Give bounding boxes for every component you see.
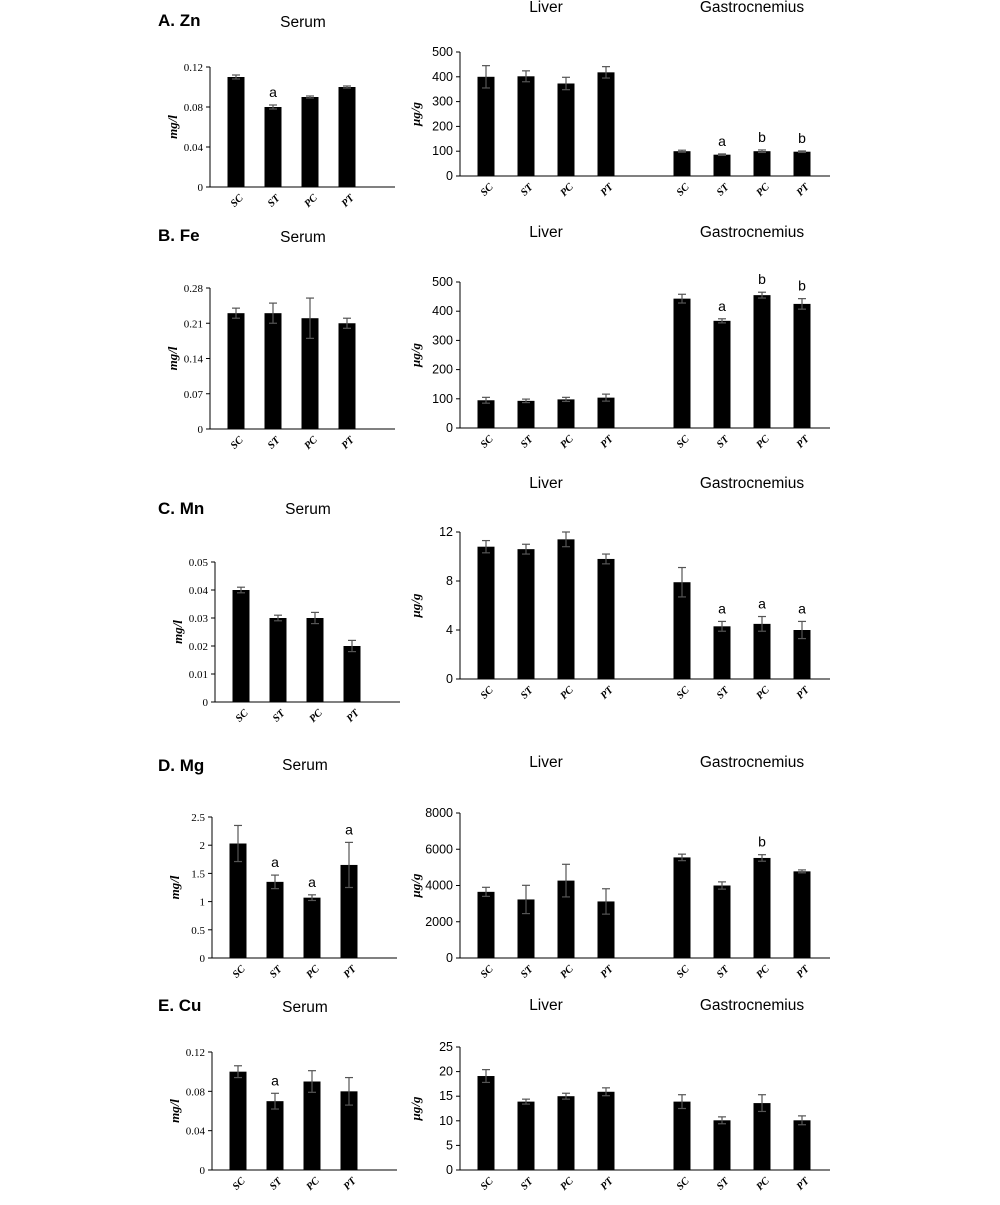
category-label: SC: [230, 963, 248, 981]
group-gastrocnemius: [674, 475, 813, 702]
y-tick-label: 2: [199, 840, 205, 853]
y-tick-label: 4000: [425, 878, 453, 893]
bar: [267, 1101, 284, 1170]
bar: [598, 72, 615, 176]
y-axis-label: mg/l: [167, 875, 182, 900]
y-tick-label: 10: [439, 1113, 453, 1128]
category-label: ST: [715, 1176, 732, 1193]
serum-subplot: [170, 501, 400, 725]
panel-title: C. Mn: [158, 499, 205, 518]
bar: [304, 898, 321, 958]
category-label: PC: [558, 1175, 576, 1193]
y-axis-label: µg/g: [408, 101, 423, 127]
category-label: ST: [519, 685, 536, 702]
y-tick-label: 0.04: [188, 585, 208, 597]
category-label: PT: [598, 433, 616, 451]
y-tick-label: 0.21: [183, 318, 203, 331]
significance-label: a: [269, 84, 277, 100]
category-label: PC: [754, 963, 772, 981]
bar: [478, 1076, 495, 1170]
subplot-title: Serum: [282, 757, 328, 774]
y-tick-label: 5: [446, 1138, 453, 1153]
y-tick-label: 4: [446, 623, 453, 637]
category-label: ST: [266, 435, 283, 452]
y-tick-label: 0.12: [183, 62, 203, 74]
bar: [754, 295, 771, 428]
bar: [598, 1092, 615, 1170]
category-label: SC: [674, 433, 692, 451]
panel-cmn: [158, 475, 830, 725]
category-label: PT: [794, 684, 812, 702]
bar-group: [230, 1066, 360, 1193]
category-label: SC: [478, 684, 496, 702]
y-tick-label: 25: [439, 1040, 453, 1054]
category-label: PC: [558, 181, 576, 199]
y-tick-label: 20: [439, 1064, 453, 1079]
bar: [478, 77, 495, 176]
y-tick-label: 200: [432, 119, 453, 134]
significance-label: a: [718, 600, 726, 617]
y-axis-label: mg/l: [170, 620, 185, 644]
y-tick-label: 2.5: [191, 812, 205, 824]
significance-label: a: [271, 854, 279, 871]
group-title: Gastrocnemius: [699, 997, 805, 1014]
significance-label: b: [798, 129, 806, 146]
panel-title: A. Zn: [158, 11, 201, 30]
y-axis-label: mg/l: [167, 1099, 182, 1123]
group-title: Liver: [529, 997, 563, 1014]
bar: [344, 646, 361, 702]
category-label: SC: [230, 1175, 248, 1193]
bar: [674, 299, 691, 428]
category-label: ST: [715, 964, 732, 981]
category-label: PC: [304, 963, 322, 981]
bar: [302, 97, 319, 187]
y-tick-label: 0: [446, 1163, 453, 1177]
serum-subplot: [165, 14, 395, 210]
y-axis-label: µg/g: [408, 342, 423, 368]
group-title: Liver: [529, 224, 563, 241]
category-label: PT: [794, 433, 812, 451]
y-tick-label: 0: [199, 953, 205, 965]
category-label: PC: [754, 1175, 772, 1193]
y-axis-label: mg/l: [165, 346, 180, 371]
subplot-title: Serum: [280, 14, 326, 31]
bar-group: [233, 587, 363, 725]
group-gastrocnemius: [674, 0, 813, 199]
category-label: ST: [519, 964, 536, 981]
category-label: ST: [268, 1176, 285, 1193]
bar: [714, 321, 731, 428]
panel-title: E. Cu: [158, 996, 202, 1015]
bar: [558, 1096, 575, 1170]
subplot-title: Serum: [285, 501, 331, 518]
bar-group: [230, 821, 360, 980]
y-tick-label: 0: [446, 169, 453, 183]
bar: [265, 313, 282, 429]
serum-subplot: [167, 757, 397, 981]
bar: [518, 76, 535, 176]
group-liver: [478, 997, 617, 1193]
y-tick-label: 8: [446, 574, 453, 588]
category-label: PC: [754, 684, 772, 702]
bar: [304, 1082, 321, 1171]
bar: [794, 1120, 811, 1170]
group-gastrocnemius: [674, 224, 813, 451]
y-tick-label: 0: [199, 1165, 205, 1177]
y-tick-label: 1.5: [191, 868, 205, 881]
y-tick-label: 0: [446, 672, 453, 686]
category-label: PT: [341, 1175, 359, 1193]
y-axis-label: mg/l: [165, 115, 180, 139]
y-tick-label: 0: [197, 182, 203, 194]
y-axis-label: µg/g: [408, 873, 423, 898]
panel-dmg: [158, 754, 830, 981]
category-label: SC: [228, 192, 246, 210]
bar: [558, 539, 575, 679]
y-axis-label: µg/g: [408, 593, 423, 618]
group-title: Liver: [529, 475, 563, 492]
y-tick-label: 0.08: [185, 1086, 205, 1099]
y-tick-label: 500: [432, 275, 453, 289]
y-tick-label: 0.08: [183, 102, 203, 114]
y-tick-label: 300: [432, 94, 453, 109]
category-label: PT: [341, 963, 359, 981]
category-label: ST: [519, 434, 536, 451]
category-label: PT: [794, 1175, 812, 1193]
bar: [267, 882, 284, 958]
bar: [233, 590, 250, 702]
bar: [518, 1102, 535, 1170]
bar: [754, 858, 771, 958]
group-liver: [478, 224, 617, 451]
significance-label: a: [758, 595, 766, 612]
bar: [478, 892, 495, 958]
category-label: PC: [558, 433, 576, 451]
category-label: PC: [302, 434, 320, 452]
bar: [714, 155, 731, 176]
y-tick-label: 0.04: [183, 142, 203, 154]
category-label: SC: [674, 684, 692, 702]
category-label: SC: [233, 707, 251, 725]
y-tick-label: 0.5: [191, 924, 205, 937]
significance-label: a: [718, 297, 726, 314]
group-title: Gastrocnemius: [699, 0, 805, 16]
category-label: PC: [754, 433, 772, 451]
y-axis-label: µg/g: [408, 1096, 423, 1121]
y-tick-label: 0: [446, 421, 453, 435]
category-label: PT: [794, 181, 812, 199]
group-title: Liver: [529, 0, 563, 16]
category-label: SC: [674, 1175, 692, 1193]
category-label: SC: [228, 434, 246, 452]
panel-title: D. Mg: [158, 756, 205, 775]
tissue-subplot: [408, 0, 830, 199]
category-label: PT: [339, 192, 357, 210]
bar: [518, 401, 535, 428]
category-label: SC: [478, 1175, 496, 1193]
tissue-subplot: [408, 224, 830, 451]
significance-label: a: [308, 873, 316, 890]
y-tick-label: 500: [432, 45, 453, 59]
group-liver: [478, 754, 617, 981]
category-label: SC: [478, 963, 496, 981]
group-title: Gastrocnemius: [699, 224, 805, 241]
tissue-subplot: [408, 754, 830, 981]
y-tick-label: 1: [199, 896, 205, 909]
category-label: SC: [478, 433, 496, 451]
y-tick-label: 12: [439, 525, 453, 539]
bar: [265, 107, 282, 187]
significance-label: a: [718, 132, 726, 149]
y-tick-label: 0.14: [183, 353, 203, 366]
y-tick-label: 0.03: [188, 613, 208, 625]
bar: [714, 626, 731, 679]
group-gastrocnemius: [674, 997, 813, 1193]
y-tick-label: 200: [432, 362, 453, 377]
bar: [558, 83, 575, 176]
category-label: PC: [558, 963, 576, 981]
group-liver: [478, 0, 617, 199]
y-tick-label: 0: [202, 697, 208, 709]
bar: [754, 151, 771, 176]
bar: [714, 886, 731, 959]
category-label: ST: [519, 1176, 536, 1193]
bar: [714, 1120, 731, 1170]
significance-label: a: [271, 1072, 279, 1089]
bar: [228, 313, 245, 429]
category-label: ST: [715, 182, 732, 199]
tissue-subplot: [408, 997, 830, 1193]
category-label: PC: [304, 1175, 322, 1193]
bar: [339, 87, 356, 187]
significance-label: b: [758, 833, 766, 850]
category-label: ST: [266, 193, 283, 210]
serum-subplot: [167, 999, 397, 1193]
y-tick-label: 15: [439, 1089, 453, 1104]
serum-subplot: [165, 229, 395, 452]
panel-ecu: [158, 996, 830, 1193]
category-label: PT: [344, 707, 362, 725]
y-tick-label: 0.28: [183, 283, 203, 295]
category-label: PT: [598, 684, 616, 702]
category-label: PT: [339, 434, 357, 452]
subplot-title: Serum: [280, 229, 326, 246]
bar: [478, 547, 495, 679]
bar: [518, 549, 535, 679]
significance-label: b: [798, 277, 806, 294]
bar: [754, 624, 771, 679]
bar: [674, 1102, 691, 1170]
bar: [230, 1072, 247, 1170]
category-label: SC: [478, 181, 496, 199]
bar: [598, 559, 615, 679]
y-tick-label: 400: [432, 69, 453, 84]
subplot-title: Serum: [282, 999, 328, 1016]
y-tick-label: 0: [197, 424, 203, 436]
category-label: ST: [519, 182, 536, 199]
category-label: SC: [674, 963, 692, 981]
category-label: PC: [558, 684, 576, 702]
y-tick-label: 2000: [425, 914, 453, 929]
bar: [307, 618, 324, 702]
category-label: PC: [302, 192, 320, 210]
category-label: SC: [674, 181, 692, 199]
panel-title: B. Fe: [158, 226, 200, 245]
category-label: PT: [598, 963, 616, 981]
y-tick-label: 400: [432, 304, 453, 319]
group-title: Gastrocnemius: [699, 754, 805, 771]
category-label: ST: [715, 685, 732, 702]
category-label: PC: [307, 707, 325, 725]
bar: [674, 151, 691, 176]
y-tick-label: 0.01: [188, 669, 208, 681]
significance-label: b: [758, 128, 766, 145]
y-tick-label: 0: [446, 951, 453, 965]
bar: [478, 400, 495, 428]
group-liver: [478, 475, 617, 702]
y-tick-label: 0.12: [185, 1047, 205, 1059]
bar: [228, 77, 245, 187]
category-label: PT: [794, 963, 812, 981]
significance-label: a: [345, 821, 353, 838]
y-tick-label: 100: [432, 144, 453, 159]
y-tick-label: 0.02: [188, 641, 208, 653]
significance-label: a: [798, 600, 806, 617]
y-tick-label: 300: [432, 333, 453, 348]
bar: [674, 857, 691, 958]
bar: [558, 399, 575, 428]
bar-group: [228, 75, 358, 210]
panel-azn: [158, 0, 830, 210]
category-label: PC: [754, 181, 772, 199]
bar: [794, 152, 811, 176]
group-gastrocnemius: [674, 754, 813, 981]
bar: [794, 871, 811, 958]
category-label: PT: [598, 181, 616, 199]
category-label: ST: [715, 434, 732, 451]
group-title: Gastrocnemius: [699, 475, 805, 492]
y-tick-label: 6000: [425, 842, 453, 857]
y-tick-label: 8000: [425, 806, 453, 820]
category-label: ST: [271, 708, 288, 725]
group-title: Liver: [529, 754, 563, 771]
y-tick-label: 100: [432, 391, 453, 406]
category-label: PT: [598, 1175, 616, 1193]
bar: [270, 618, 287, 702]
panel-bfe: [158, 224, 830, 452]
bar: [339, 323, 356, 429]
y-tick-label: 0.05: [188, 557, 208, 569]
bar: [598, 398, 615, 428]
y-tick-label: 0.04: [185, 1125, 205, 1138]
bar: [794, 304, 811, 428]
bar: [754, 1103, 771, 1170]
category-label: ST: [268, 964, 285, 981]
significance-label: b: [758, 271, 766, 288]
tissue-subplot: [408, 475, 830, 702]
y-tick-label: 0.07: [183, 388, 203, 401]
